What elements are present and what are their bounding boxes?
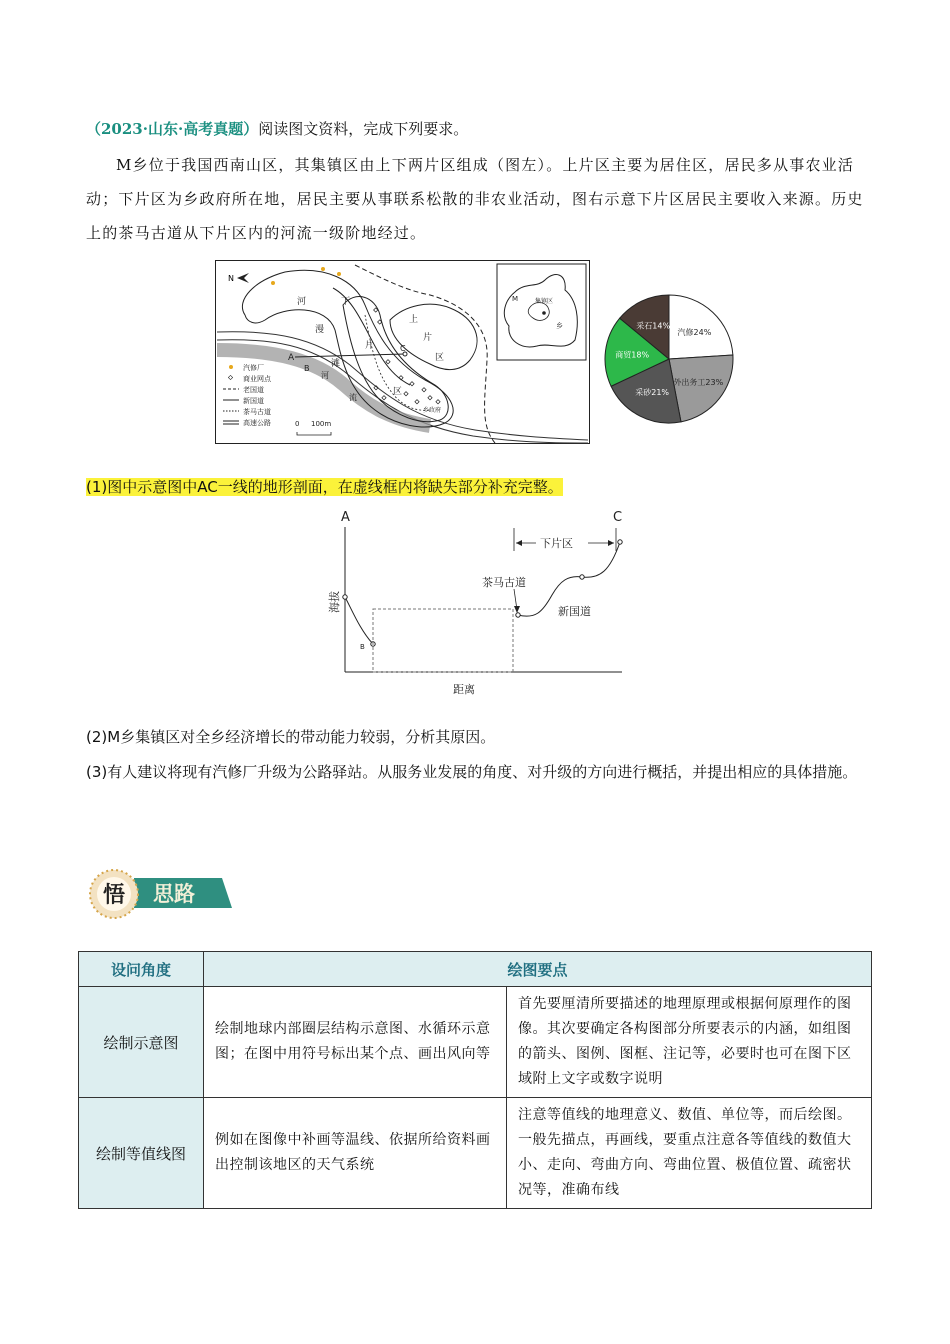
label-he: 河 <box>297 297 307 307</box>
table-header-row <box>79 952 872 987</box>
label-xia: 下 <box>341 297 351 307</box>
label-river-2: 流 <box>349 393 357 402</box>
svg-text:0: 0 <box>295 420 300 428</box>
repair-shop-marker <box>321 267 325 271</box>
table-header-points: 绘图要点 <box>204 952 872 987</box>
label-b: B <box>304 364 310 373</box>
section-banner <box>88 868 232 920</box>
profile-x-label: 距离 <box>453 683 475 696</box>
profile-tea-road-label: 茶马古道 <box>482 576 526 589</box>
table-row <box>79 987 872 1098</box>
label-pian: 片 <box>365 341 375 351</box>
table-header-angle: 设问角度 <box>79 952 204 987</box>
missing-section-box <box>373 609 513 672</box>
svg-text:茶马古道: 茶马古道 <box>243 408 271 416</box>
question-source: （2023·山东·高考真题） <box>86 120 259 138</box>
label-a: A <box>288 353 295 363</box>
label-shang-pian: 片 <box>423 333 433 343</box>
label-tan: 滩 <box>331 359 341 369</box>
profile-y-label: 海拔 <box>328 591 341 613</box>
inset-m-label: M <box>512 295 519 303</box>
profile-label-b: B <box>360 643 365 651</box>
table-row-example: 例如在图像中补画等温线、依据所给资料画出控制该地区的天气系统 <box>204 1098 507 1209</box>
table-row <box>79 1098 872 1209</box>
table-row-example: 绘制地球内部圈层结构示意图、水循环示意图；在图中用符号标出某个点、画出风向等 <box>204 987 507 1098</box>
repair-shop-marker <box>271 281 275 285</box>
question-3: (3)有人建议将现有汽修厂升级为公路驿站。从服务业发展的角度、对升级的方向进行概括，并提出相应的具体措施。 <box>86 763 858 781</box>
label-township-gov: 乡政府 <box>423 407 442 414</box>
svg-text:高速公路: 高速公路 <box>243 419 271 427</box>
banner-char: 悟 <box>102 882 126 908</box>
table-row-angle: 绘制等值线图 <box>79 1098 204 1209</box>
label-river-1: 河 <box>321 371 329 380</box>
north-label: N <box>228 274 234 283</box>
question-prompt: 阅读图文资料，完成下列要求。 <box>258 120 469 138</box>
repair-shop-marker <box>337 272 341 276</box>
profile-diagram <box>320 505 640 705</box>
label-c: C <box>400 344 406 353</box>
question-2: (2)M乡集镇区对全乡经济增长的带动能力较弱，分析其原因。 <box>86 728 496 746</box>
svg-text:老国道: 老国道 <box>243 386 264 394</box>
banner-text: 思路 <box>153 882 195 906</box>
profile-label-a: A <box>341 510 350 525</box>
table-row-points: 首先要厘清所要描述的地理原理或根据何原理作的图像。其次要确定各构图部分所要表示的内涵，如组图的箭头、图例、图框、注记等，必要时也可在图下区域附上文字或数字说明 <box>507 987 872 1098</box>
inset-town-label: 集镇区 <box>535 298 554 305</box>
profile-section-label: 下片区 <box>540 537 573 550</box>
svg-text:新国道: 新国道 <box>243 397 264 405</box>
profile-label-c: C <box>613 510 623 525</box>
question-1-text: (1)图中示意图中AC一线的地形剖面，在虚线框内将缺失部分补充完整。 <box>86 478 563 496</box>
label-man: 漫 <box>315 325 325 335</box>
svg-text:商业网点: 商业网点 <box>243 375 271 383</box>
svg-text:100m: 100m <box>311 420 332 428</box>
svg-text:汽修厂: 汽修厂 <box>243 364 264 372</box>
question-header <box>86 112 866 146</box>
table-row-angle: 绘制示意图 <box>79 987 204 1098</box>
pie-slice-label: 采石14% <box>636 321 671 331</box>
question-1 <box>86 470 866 504</box>
label-qu: 区 <box>393 387 403 397</box>
table-row-points: 注意等值线的地理意义、数值、单位等，而后绘图。一般先描点，再画线，要重点注意各等值线的数值大小、走向、弯曲方向、弯曲位置、极值位置、疏密状况等，准确布线 <box>507 1098 872 1209</box>
question-paragraph: M乡位于我国西南山区，其集镇区由上下两片区组成（图左）。上片区主要为居住区，居民多从事农业活动；下片区为乡政府所在地，居民主要从事联系松散的非农业活动，图右示意下片区居民主要收入来源。历史上的茶马古道从下片区内的河流一级阶地经过。 <box>86 156 864 242</box>
income-pie-chart <box>602 292 736 426</box>
drawing-points-table <box>78 951 872 1209</box>
inset-xiang-label: 乡 <box>556 322 563 330</box>
pie-slice-label: 采砂21% <box>635 388 670 398</box>
pie-slice-label: 汽修24% <box>677 327 712 337</box>
pie-slice-label: 商贸18% <box>615 350 650 360</box>
map-figure <box>215 260 590 444</box>
pie-slice-label: 外出务工23% <box>673 377 724 387</box>
label-shang-qu: 区 <box>435 353 445 363</box>
label-shang: 上 <box>409 315 419 325</box>
profile-new-road-label: 新国道 <box>558 605 591 618</box>
